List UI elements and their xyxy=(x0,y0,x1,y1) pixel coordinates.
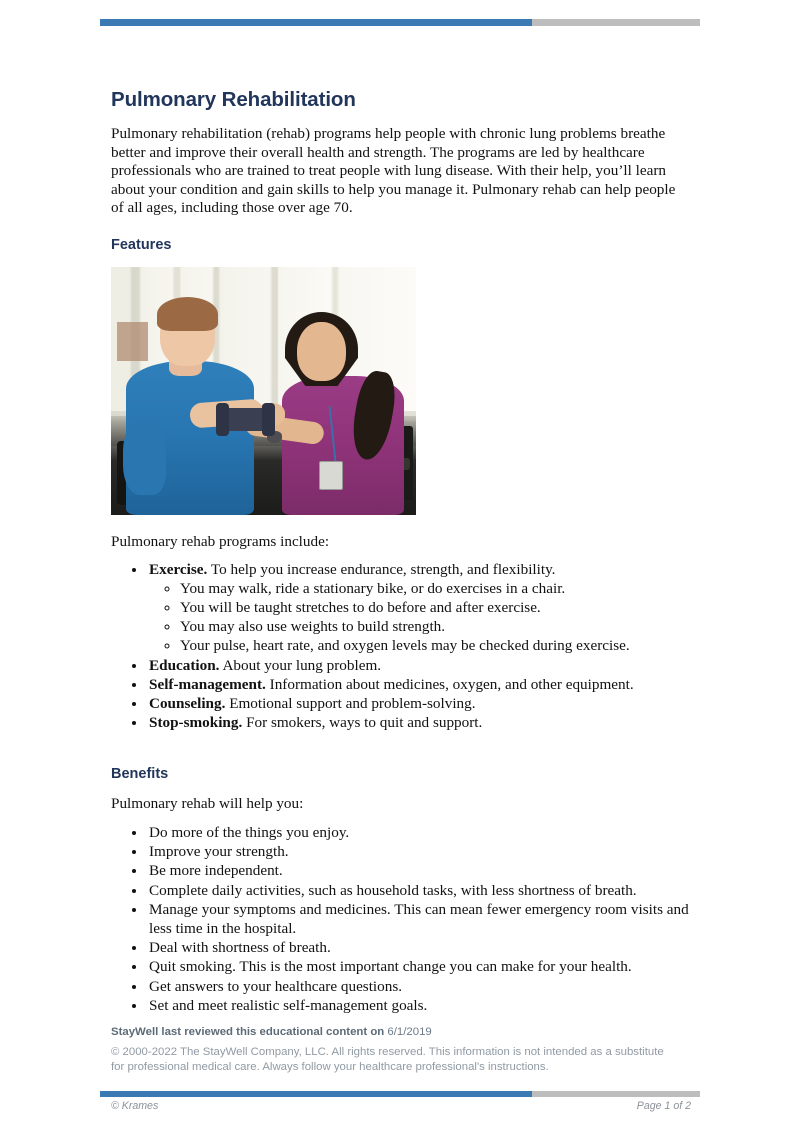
copyright-notice: © 2000-2022 The StayWell Company, LLC. All rights reserved. This information is not intended as a substitute for professional medical care. Always follow your healthcare professional's instructions. xyxy=(111,1046,664,1074)
footer-rule-gray-segment xyxy=(532,1091,700,1097)
footer-page-number: Page 1 of 2 xyxy=(636,1100,691,1112)
footer-rule-blue-segment xyxy=(100,1091,532,1097)
page-footer xyxy=(111,1100,691,1112)
sub-list-item: ◦ Your pulse, heart rate, and oxygen levels may be checked during exercise. xyxy=(180,636,691,655)
header-rule-gray-segment xyxy=(532,19,700,26)
header-rule-blue-segment xyxy=(100,19,532,26)
list-item-term: Education. xyxy=(149,656,220,674)
list-item xyxy=(147,656,691,675)
list-item: • Do more of the things you enjoy. xyxy=(147,823,691,842)
header-rule xyxy=(100,19,700,26)
sub-list-item: ◦ You may also use weights to build strength. xyxy=(180,617,691,636)
list-item-text: Information about medicines, oxygen, and other equipment. xyxy=(265,675,634,693)
patient-hair xyxy=(157,297,218,332)
list-item-term: Stop-smoking. xyxy=(149,714,243,732)
list-item xyxy=(147,694,691,713)
dumbbell-icon xyxy=(218,408,273,430)
sub-list xyxy=(149,579,691,656)
list-item-term: Self-management. xyxy=(149,675,266,693)
features-photo xyxy=(111,267,416,515)
list-item: • Quit smoking. This is the most important change you can make for your health. xyxy=(147,957,691,976)
benefits-list xyxy=(111,823,691,1015)
features-list xyxy=(111,560,691,733)
footnote-block xyxy=(111,1025,691,1076)
therapist-head xyxy=(297,322,346,382)
features-lead: Pulmonary rehab programs include: xyxy=(111,532,330,550)
intro-paragraph: Pulmonary rehabilitation (rehab) programs help people with chronic lung problems breathe better and improve their overall health and strength. The programs are led by healthcare professionals who are trained to treat people with lung disease. With their help, you’ll learn about your condition and gain skills to help you manage it. Pulmonary rehab can help people of all ages, including those over age 70. xyxy=(111,125,676,217)
footer-publisher: © Krames xyxy=(111,1100,159,1112)
list-item-text: For smokers, ways to quit and support. xyxy=(242,714,483,732)
list-item-text: About your lung problem. xyxy=(219,656,382,674)
list-item xyxy=(147,713,691,732)
photo-illustration xyxy=(111,267,416,515)
review-label: StayWell last reviewed this educational content on xyxy=(111,1026,385,1038)
section-heading-benefits: Benefits xyxy=(111,766,169,783)
list-item: • Set and meet realistic self-management goals. xyxy=(147,996,691,1015)
footer-rule xyxy=(100,1091,700,1097)
list-item: • Improve your strength. xyxy=(147,842,691,861)
list-item-text: To help you increase endurance, strength, and flexibility. xyxy=(207,560,556,578)
list-item: • Get answers to your healthcare questions. xyxy=(147,977,691,996)
gym-outside-building xyxy=(117,322,148,362)
therapist-id-badge xyxy=(319,461,342,490)
review-statement xyxy=(111,1025,691,1040)
sub-list-item: ◦ You will be taught stretches to do before and after exercise. xyxy=(180,598,691,617)
list-item-term: Exercise. xyxy=(149,560,208,578)
list-item: • Deal with shortness of breath. xyxy=(147,938,691,957)
list-item: • Manage your symptoms and medicines. This can mean fewer emergency room visits and less time in the hospital. xyxy=(147,900,691,938)
sub-list-item: ◦ You may walk, ride a stationary bike, or do exercises in a chair. xyxy=(180,579,691,598)
list-item xyxy=(147,560,691,656)
document-content xyxy=(111,88,691,1015)
benefits-lead: Pulmonary rehab will help you: xyxy=(111,795,304,813)
list-item-term: Counseling. xyxy=(149,694,226,712)
list-item: • Complete daily activities, such as household tasks, with less shortness of breath. xyxy=(147,881,691,900)
patient-sleeve xyxy=(123,421,166,495)
section-heading-features: Features xyxy=(111,236,172,253)
list-item-text: Emotional support and problem-solving. xyxy=(225,694,476,712)
list-item xyxy=(147,675,691,694)
review-date: 6/1/2019 xyxy=(387,1026,432,1038)
page-title: Pulmonary Rehabilitation xyxy=(111,88,356,111)
list-item: • Be more independent. xyxy=(147,861,691,880)
